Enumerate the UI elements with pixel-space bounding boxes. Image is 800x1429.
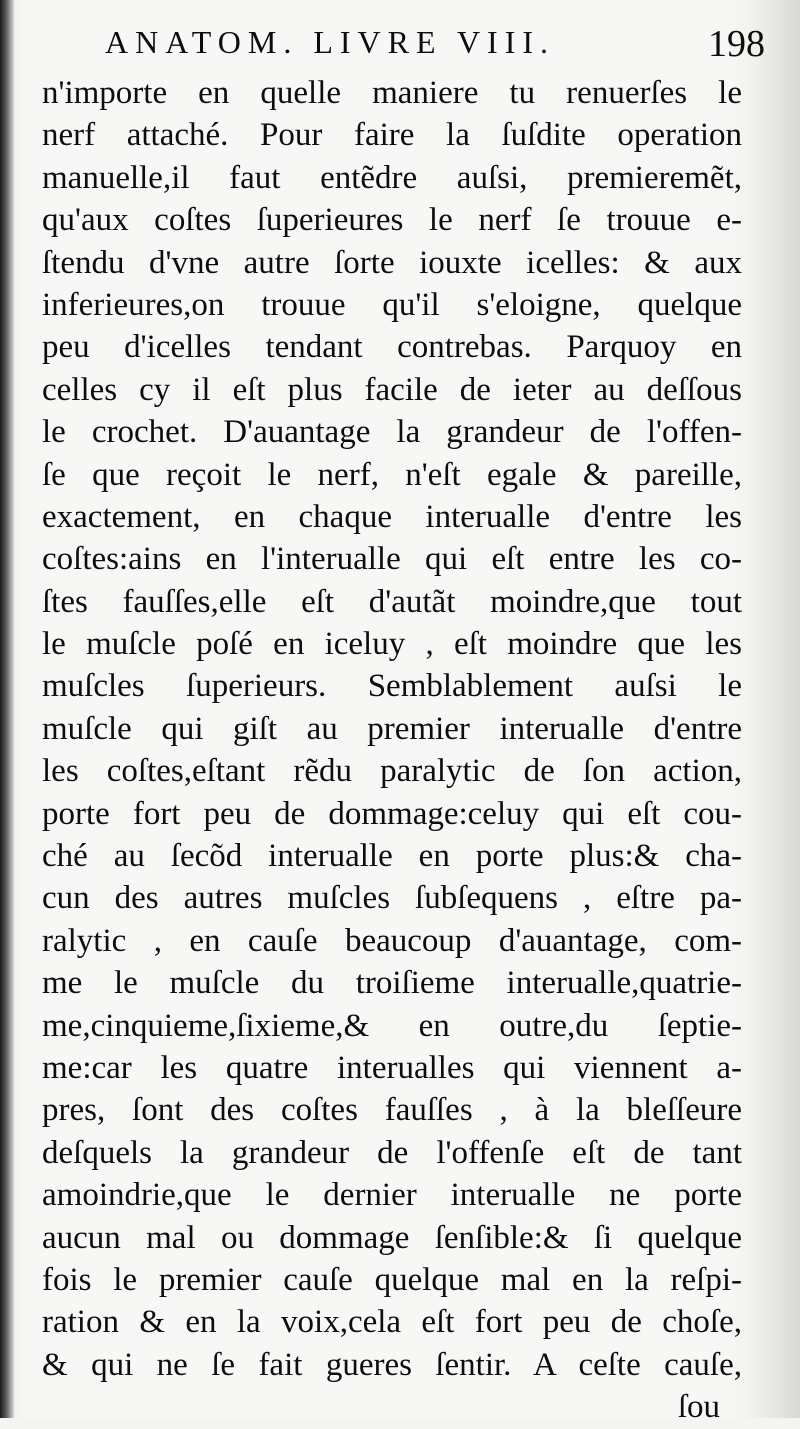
text-line: me le muſcle du troiſieme interualle,quatrie- (42, 965, 742, 1002)
running-head: ANATOM. LIVRE VIII. (105, 24, 556, 60)
text-line: me:car les quatre interualles qui viennent a- (42, 1049, 742, 1086)
page-header (0, 22, 800, 72)
text-line: les coſtes,eſtant rẽdu paralytic de ſon action, (42, 753, 742, 790)
text-line: fois le premier cauſe quelque mal en la reſpi- (42, 1261, 742, 1298)
text-line: pres, ſont des coſtes fauſſes , à la bleſſeure (42, 1092, 742, 1129)
text-line: n'importe en quelle maniere tu renuerſes le (42, 75, 742, 111)
page-number: 198 (708, 23, 765, 65)
text-line: me,cinquieme,ſixieme,& en outre,du ſeptie- (42, 1007, 742, 1044)
text-line: amoindrie,que le dernier interualle ne porte (42, 1177, 742, 1214)
text-line: muſcles ſuperieurs. Semblablement auſsi le (42, 668, 742, 705)
text-line: celles cy il eſt plus facile de ieter au deſſous (42, 371, 742, 408)
text-line: le muſcle poſé en iceluy , eſt moindre que les (42, 626, 742, 663)
text-line: muſcle qui giſt au premier interualle d'entre (42, 710, 742, 747)
body-text (42, 72, 742, 1429)
text-line: exactement, en chaque interualle d'entre les (42, 498, 742, 535)
text-line: peu d'icelles tendant contrebas. Parquoy en (42, 329, 742, 366)
catchword: ſou (677, 1389, 720, 1426)
page-gutter-edge (0, 0, 14, 1418)
text-line: nerf attaché. Pour faire la ſuſdite operation (42, 117, 742, 154)
text-line: coſtes:ains en l'interualle qui eſt entre les co- (42, 541, 742, 578)
text-line: le crochet. D'auantage la grandeur de l'offen- (42, 414, 742, 451)
text-line: ché au ſecõd interualle en porte plus:& cha- (42, 838, 742, 875)
text-line: cun des autres muſcles ſubſequens , eſtre pa- (42, 880, 742, 917)
text-line: ration & en la voix,cela eſt fort peu de choſe, (42, 1304, 742, 1341)
text-line: ſtes fauſſes,elle eſt d'autãt moindre,que tout (42, 583, 742, 620)
text-line: porte fort peu de dommage:celuy qui eſt cou- (42, 795, 742, 832)
text-line: qu'aux coſtes ſuperieures le nerf ſe trouue e- (42, 202, 742, 239)
text-line: manuelle,il faut entẽdre auſsi, premieremẽt, (42, 159, 742, 196)
text-line: inferieures,on trouue qu'il s'eloigne, quelque (42, 286, 742, 323)
text-line: & qui ne ſe fait gueres ſentir. A ceſte cauſe, (42, 1346, 742, 1383)
text-line: aucun mal ou dommage ſenſible:& ſi quelque (42, 1219, 742, 1256)
text-line: ralytic , en cauſe beaucoup d'auantage, com- (42, 922, 742, 959)
text-line: ſtendu d'vne autre ſorte iouxte icelles: & aux (42, 244, 742, 281)
text-line: deſquels la grandeur de l'offenſe eſt de tant (42, 1134, 742, 1171)
text-line: ſe que reçoit le nerf, n'eſt egale & pareille, (42, 456, 742, 493)
